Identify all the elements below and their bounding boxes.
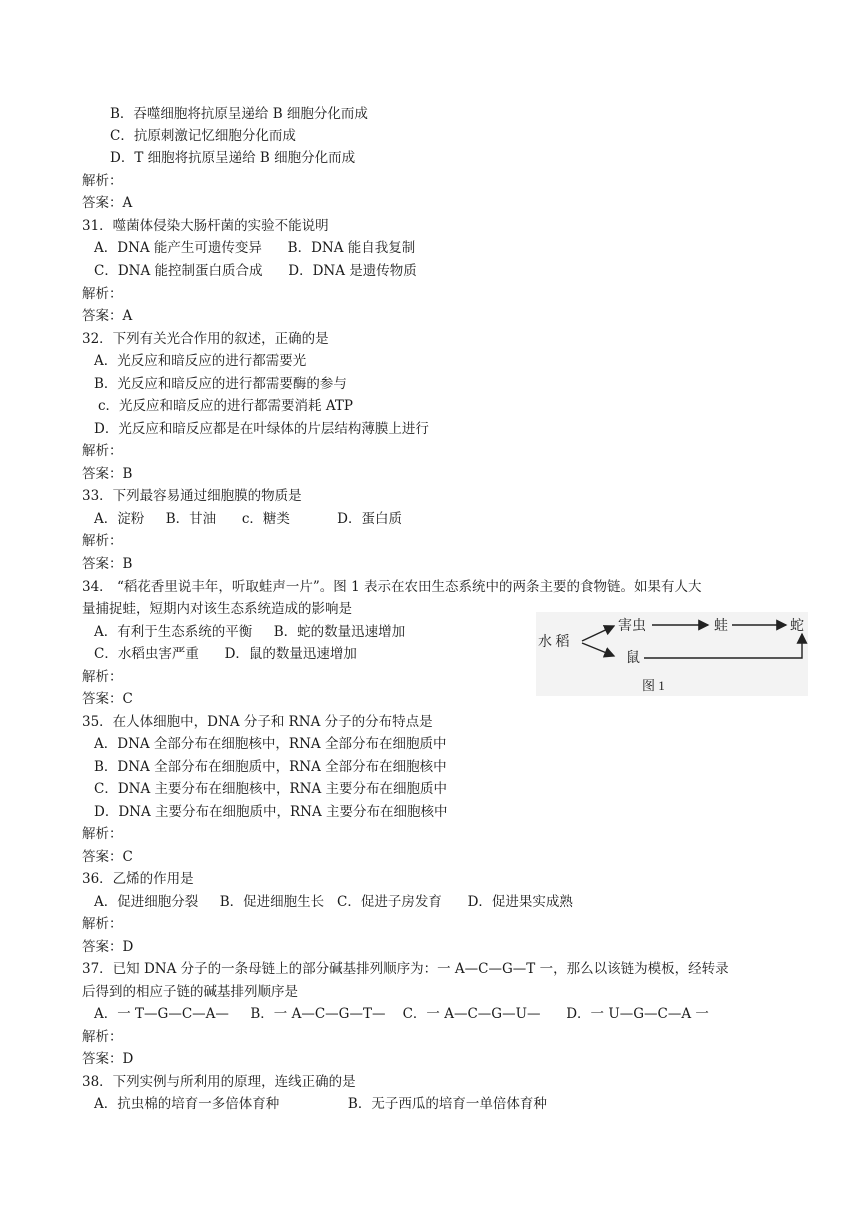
analysis-label: 解析： (82, 826, 123, 842)
analysis-label: 解析： (82, 443, 123, 459)
analysis-label: 解析： (82, 286, 123, 302)
answer: 答案：D (82, 1051, 134, 1067)
question-33: 33．下列最容易通过细胞膜的物质是 (82, 488, 302, 504)
option-c: C．抗原刺激记忆细胞分化而成 (110, 128, 296, 144)
options-31-cd: C．DNA 能控制蛋白质合成 D．DNA 是遗传物质 (94, 263, 417, 279)
analysis-label: 解析： (82, 533, 123, 549)
analysis-label: 解析： (82, 669, 123, 685)
question-37: 37．已知 DNA 分子的一条母链上的部分碱基排列顺序为：一 A—C—G—T 一，那么以该链为模板，经转录 (82, 961, 729, 977)
label-rat: 鼠 (626, 651, 640, 666)
option-d: D．T 细胞将抗原呈递给 B 细胞分化而成 (110, 150, 356, 166)
answer: 答案：D (82, 939, 134, 955)
question-31: 31．噬菌体侵染大肠杆菌的实验不能说明 (82, 218, 329, 234)
label-pest: 害虫 (618, 619, 646, 634)
options-36: A．促进细胞分裂 B．促进细胞生长 C．促进子房发育 D．促进果实成熟 (94, 894, 573, 910)
question-37-cont: 后得到的相应子链的碱基排列顺序是 (82, 984, 298, 1000)
answer: 答案：A (82, 195, 133, 211)
question-34: 34． “稻花香里说丰年，听取蛙声一片”。图 1 表示在农田生态系统中的两条主要的食物链。如果有人大 (82, 579, 702, 595)
option-32-a: A．光反应和暗反应的进行都需要光 (94, 353, 307, 369)
food-chain-figure (536, 612, 808, 696)
option-32-d: D．光反应和暗反应都是在叶绿体的片层结构薄膜上进行 (94, 421, 429, 437)
question-34-cont: 量捕捉蛙，短期内对该生态系统造成的影响是 (82, 601, 352, 617)
label-rice: 水 稻 (538, 635, 570, 650)
question-36: 36．乙烯的作用是 (82, 871, 194, 887)
analysis-label: 解析： (82, 916, 123, 932)
answer: 答案：B (82, 556, 133, 572)
answer: 答案：C (82, 849, 133, 865)
label-frog: 蛙 (714, 619, 728, 634)
option-35-c: C．DNA 主要分布在细胞核中，RNA 主要分布在细胞质中 (94, 781, 448, 797)
options-31-ab: A．DNA 能产生可遗传变异 B．DNA 能自我复制 (94, 240, 416, 256)
options-34-ab: A．有利于生态系统的平衡 B．蛇的数量迅速增加 (94, 624, 406, 640)
question-35: 35．在人体细胞中，DNA 分子和 RNA 分子的分布特点是 (82, 714, 433, 730)
options-34-cd: C．水稻虫害严重 D．鼠的数量迅速增加 (94, 646, 357, 662)
option-35-b: B．DNA 全部分布在细胞质中，RNA 全部分布在细胞核中 (94, 759, 447, 775)
option-32-b: B．光反应和暗反应的进行都需要酶的参与 (94, 376, 347, 392)
question-38: 38．下列实例与所利用的原理，连线正确的是 (82, 1074, 356, 1090)
analysis-label: 解析： (82, 173, 123, 189)
answer: 答案：B (82, 466, 133, 482)
food-chain-diagram (536, 612, 808, 696)
arrow-rice-rat (582, 643, 614, 656)
option-35-d: D．DNA 主要分布在细胞质中，RNA 主要分布在细胞核中 (94, 804, 448, 820)
question-32: 32．下列有关光合作用的叙述，正确的是 (82, 331, 329, 347)
option-32-c: c．光反应和暗反应的进行都需要消耗 ATP (98, 398, 353, 414)
analysis-label: 解析： (82, 1029, 123, 1045)
option-35-a: A．DNA 全部分布在细胞核中，RNA 全部分布在细胞质中 (94, 736, 447, 752)
options-33: A．淀粉 B．甘油 c．糖类 D．蛋白质 (94, 511, 402, 527)
answer: 答案：A (82, 308, 133, 324)
options-37: A．一 T—G—C—A— B．一 A—C—G—T— C．一 A—C—G—U— D．一 U—G—C—A 一 (94, 1006, 709, 1022)
arrow-rice-pest (582, 626, 614, 641)
option-b: B．吞噬细胞将抗原呈递给 B 细胞分化而成 (110, 106, 368, 122)
answer: 答案：C (82, 691, 133, 707)
figure-caption: 图 1 (642, 678, 665, 693)
label-snake: 蛇 (790, 619, 804, 634)
arrow-rat-snake (644, 634, 802, 658)
options-38-ab: A．抗虫棉的培育一多倍体育种 B．无子西瓜的培育一单倍体育种 (94, 1096, 547, 1112)
